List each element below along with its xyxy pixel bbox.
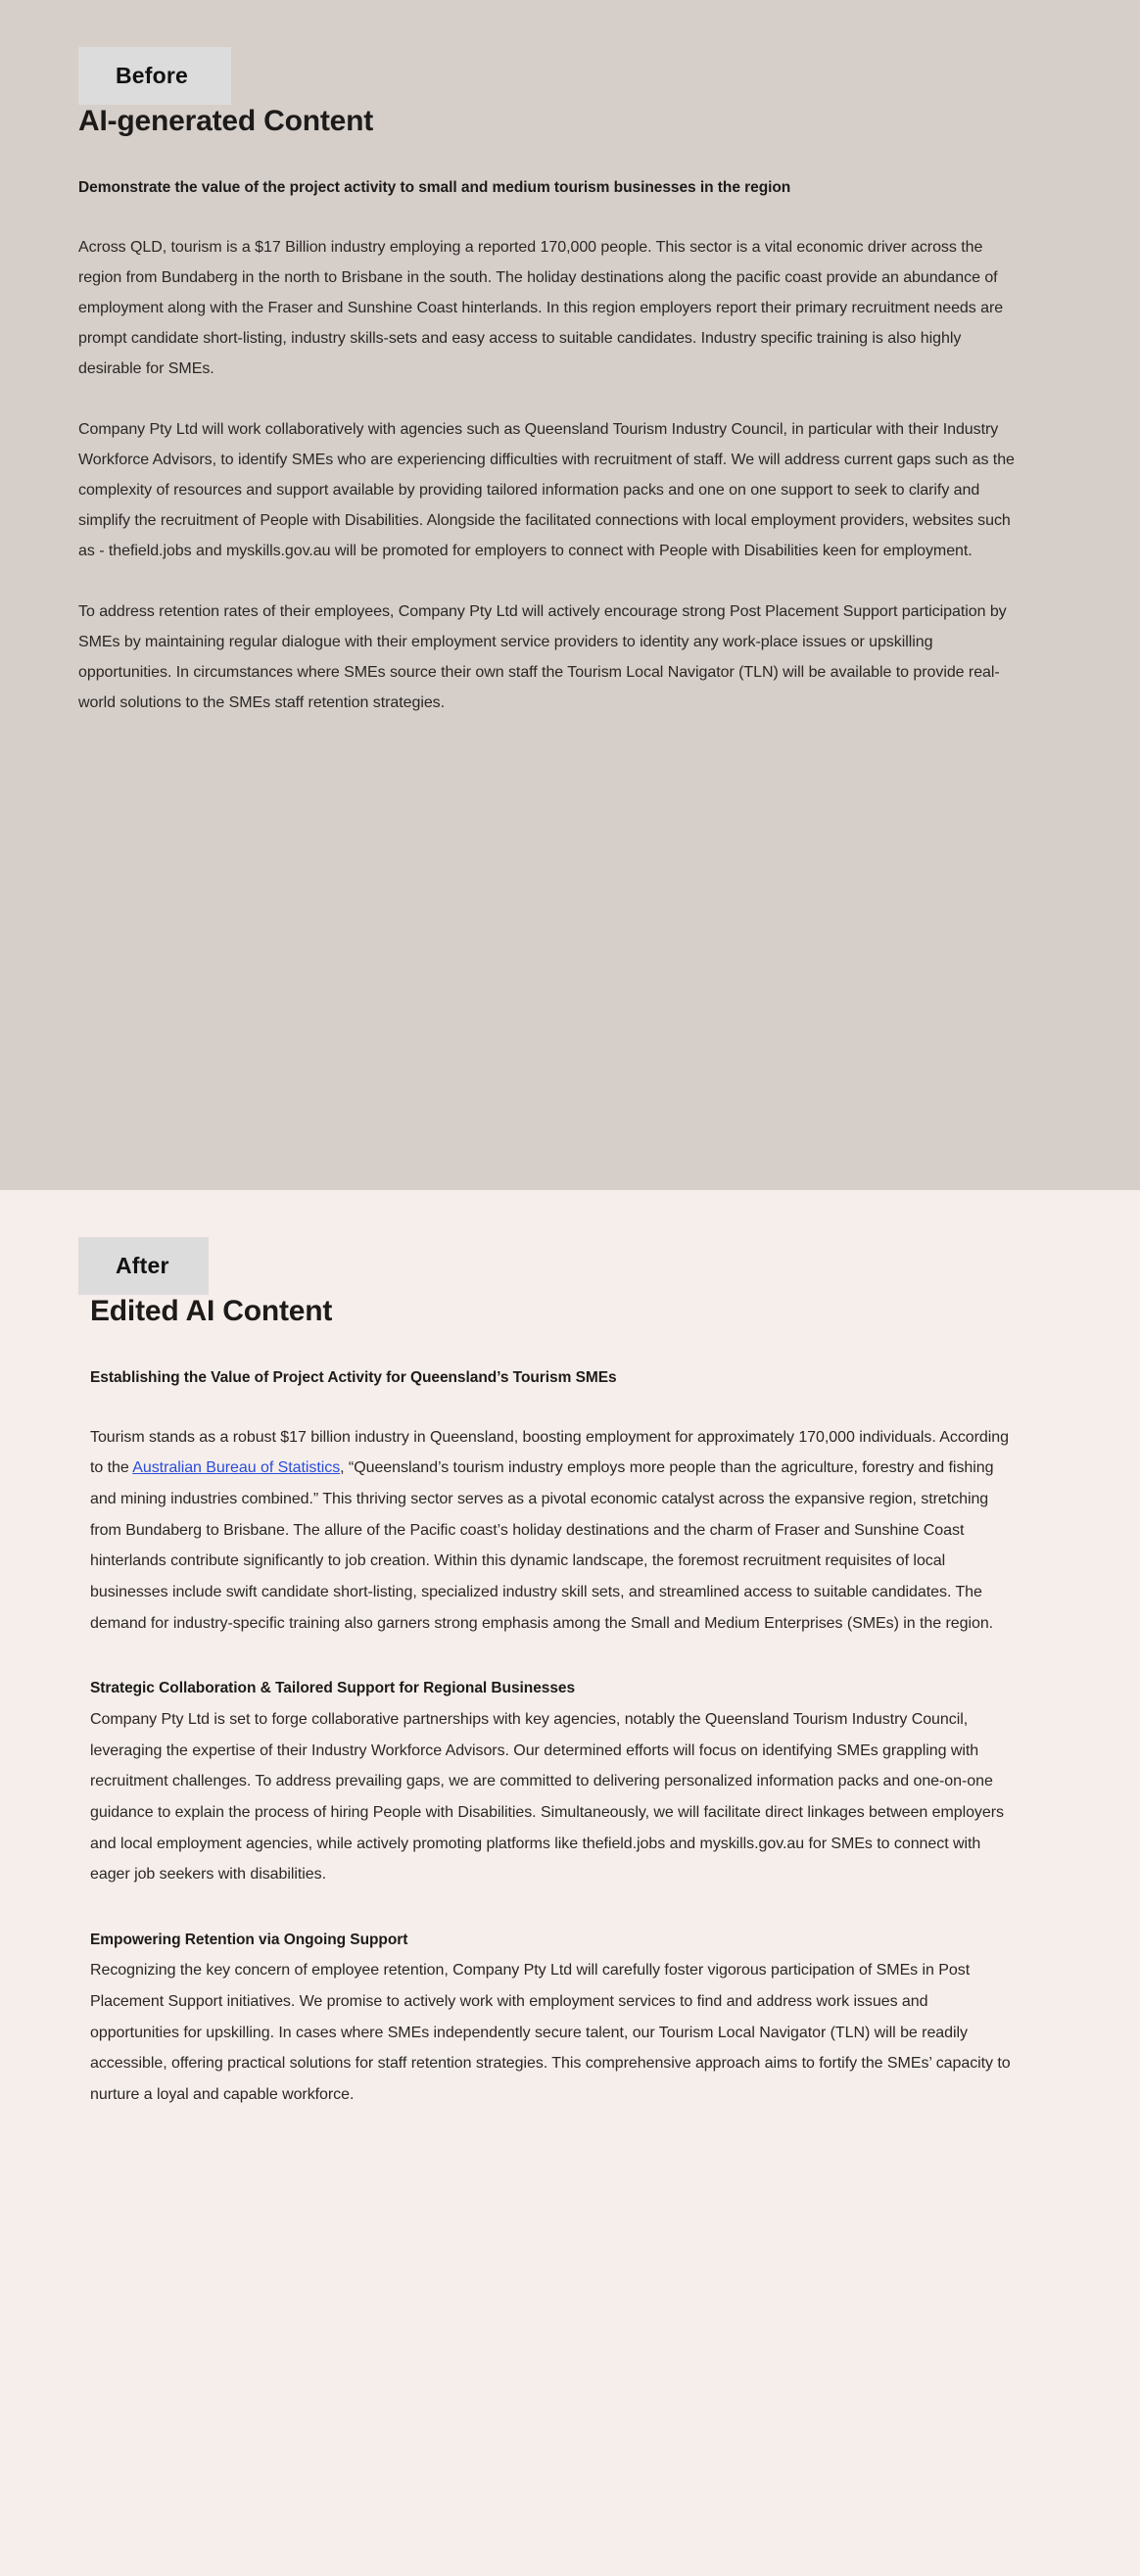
after-section-paragraph-1: Company Pty Ltd is set to forge collaborative partnerships with key agencies, notably the Queensland Tourism Industry Council, leveraging the expertise of their Industry Workforce Advisors. Our determined efforts will focus on identifying SMEs grappling with recruitment challenges. To address prevailing gaps, we are committed to delivering personalized information packs and one-on-one guidance to explain the process of hiring People with Disabilities. Simultaneously, we will facilitate direct linkages between employers and local employment agencies, while actively promoting platforms like thefield.jobs and myskills.gov.au for SMEs to connect with eager job seekers with disabilities.: [90, 1710, 1004, 1884]
after-intro-paragraph: [90, 1422, 1019, 1640]
before-prompt-heading: Demonstrate the value of the project activity to small and medium tourism businesses in the region: [78, 179, 791, 196]
before-content: [0, 105, 1058, 718]
after-intro-text-before-link: Tourism stands as a robust $17 billion industry in Queensland, boosting employment for approximately 170,000 individuals. According to the: [90, 1428, 1009, 1477]
after-intro-text-after-link: , “Queensland’s tourism industry employs more people than the agriculture, forestry and fishing and mining industries combined.” This thriving sector serves as a pivotal economic catalyst across the expansive region, stretching from Bundaberg to Brisbane. The allure of the Pacific coast’s holiday destinations and the charm of Fraser and Sunshine Coast hinterlands contribute significantly to job creation. Within this dynamic landscape, the foremost recruitment requisites of local businesses include swift candidate short-listing, specialized industry skill sets, and streamlined access to suitable candidates. The demand for industry-specific training also garners strong emphasis among the Small and Medium Enterprises (SMEs) in the region.: [90, 1459, 994, 1632]
before-paragraph-3: To address retention rates of their employees, Company Pty Ltd will actively encourage strong Post Placement Support participation by SMEs by maintaining regular dialogue with their employment service providers to identity any work-place issues or upskilling opportunities. In circumstances where SMEs source their own staff the Tourism Local Navigator (TLN) will be available to provide real-world solutions to the SMEs staff retention strategies.: [78, 602, 1007, 712]
after-badge: After: [78, 1237, 209, 1295]
after-section: [0, 1190, 1140, 2576]
before-paragraph-1: Across QLD, tourism is a $17 Billion industry employing a reported 170,000 people. This sector is a vital economic driver across the region from Bundaberg in the north to Brisbane in the south. The holiday destinations along the pacific coast provide an abundance of employment along with the Fraser and Sunshine Coast hinterlands. In this region employers report their primary recruitment needs are prompt candidate short-listing, industry skills-sets and easy access to suitable candidates. Industry specific training is also highly desirable for SMEs.: [78, 238, 1004, 378]
before-paragraph-2: Company Pty Ltd will work collaboratively with agencies such as Queensland Tourism Industry Council, in particular with their Industry Workforce Advisors, to identify SMEs who are experiencing difficulties with recruitment of staff. We will address current gaps such as the complexity of resources and support available by providing tailored information packs and one on one support to seek to clarify and simplify the recruitment of People with Disabilities. Alongside the facilitated connections with local employment providers, websites such as - thefield.jobs and myskills.gov.au will be promoted for employers to connect with People with Disabilities keen for employment.: [78, 420, 1015, 560]
before-title: AI-generated Content: [78, 105, 374, 137]
after-subheading-2: Empowering Retention via Ongoing Support: [90, 1931, 408, 1948]
before-badge: Before: [78, 47, 231, 105]
before-section: [0, 0, 1140, 1190]
after-subheading-1: Strategic Collaboration & Tailored Support for Regional Businesses: [90, 1680, 576, 1697]
after-section-paragraph-2: Recognizing the key concern of employee retention, Company Pty Ltd will carefully foster vigorous participation of SMEs in Post Placement Support initiatives. We promise to actively work with employment services to find and address work issues and opportunities for upskilling. In cases where SMEs independently secure talent, our Tourism Local Navigator (TLN) will be readily accessible, offering practical solutions for staff retention strategies. This comprehensive approach aims to fortify the SMEs’ capacity to nurture a loyal and capable workforce.: [90, 1962, 1011, 2104]
after-content: [0, 1295, 1058, 2111]
australian-bureau-of-statistics-link[interactable]: Australian Bureau of Statistics: [132, 1459, 341, 1477]
after-prompt-heading: Establishing the Value of Project Activity for Queensland’s Tourism SMEs: [90, 1369, 617, 1386]
after-title: Edited AI Content: [90, 1295, 333, 1327]
